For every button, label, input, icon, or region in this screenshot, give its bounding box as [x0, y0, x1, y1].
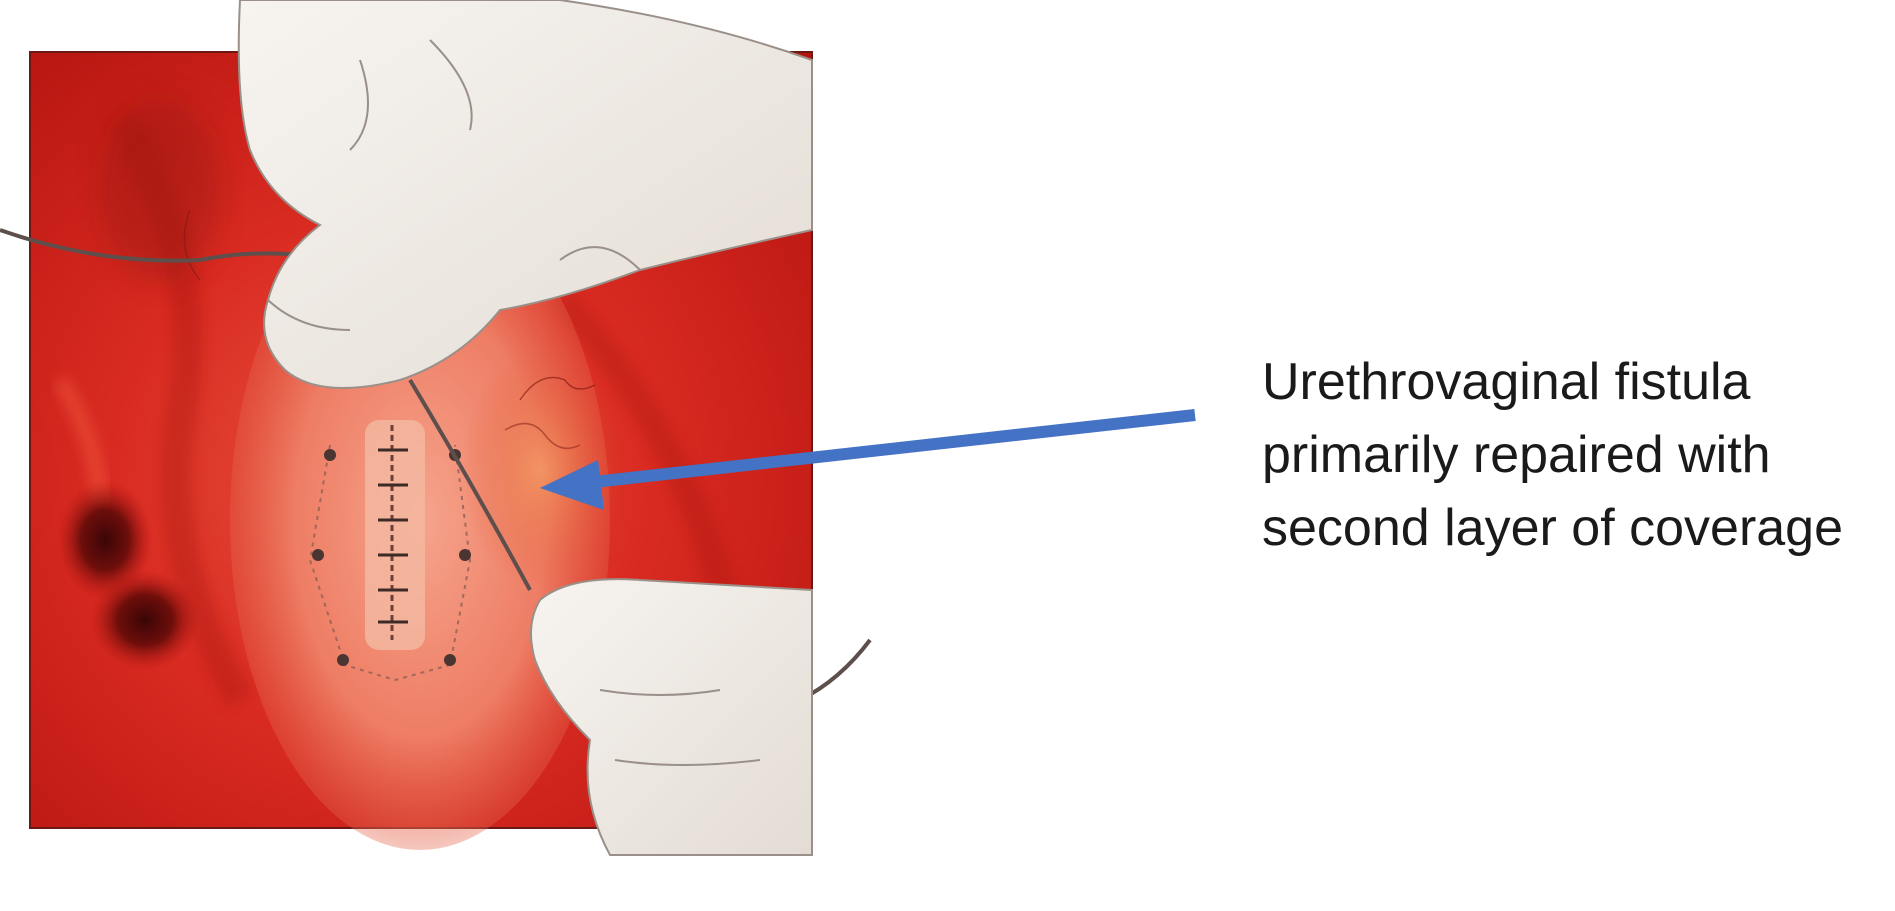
annotation-line: Urethrovaginal fistula [1262, 353, 1751, 411]
annotation-line: second layer of coverage [1262, 499, 1844, 557]
annotation-line: primarily repaired with [1262, 426, 1771, 484]
annotation-label [1262, 346, 1887, 565]
